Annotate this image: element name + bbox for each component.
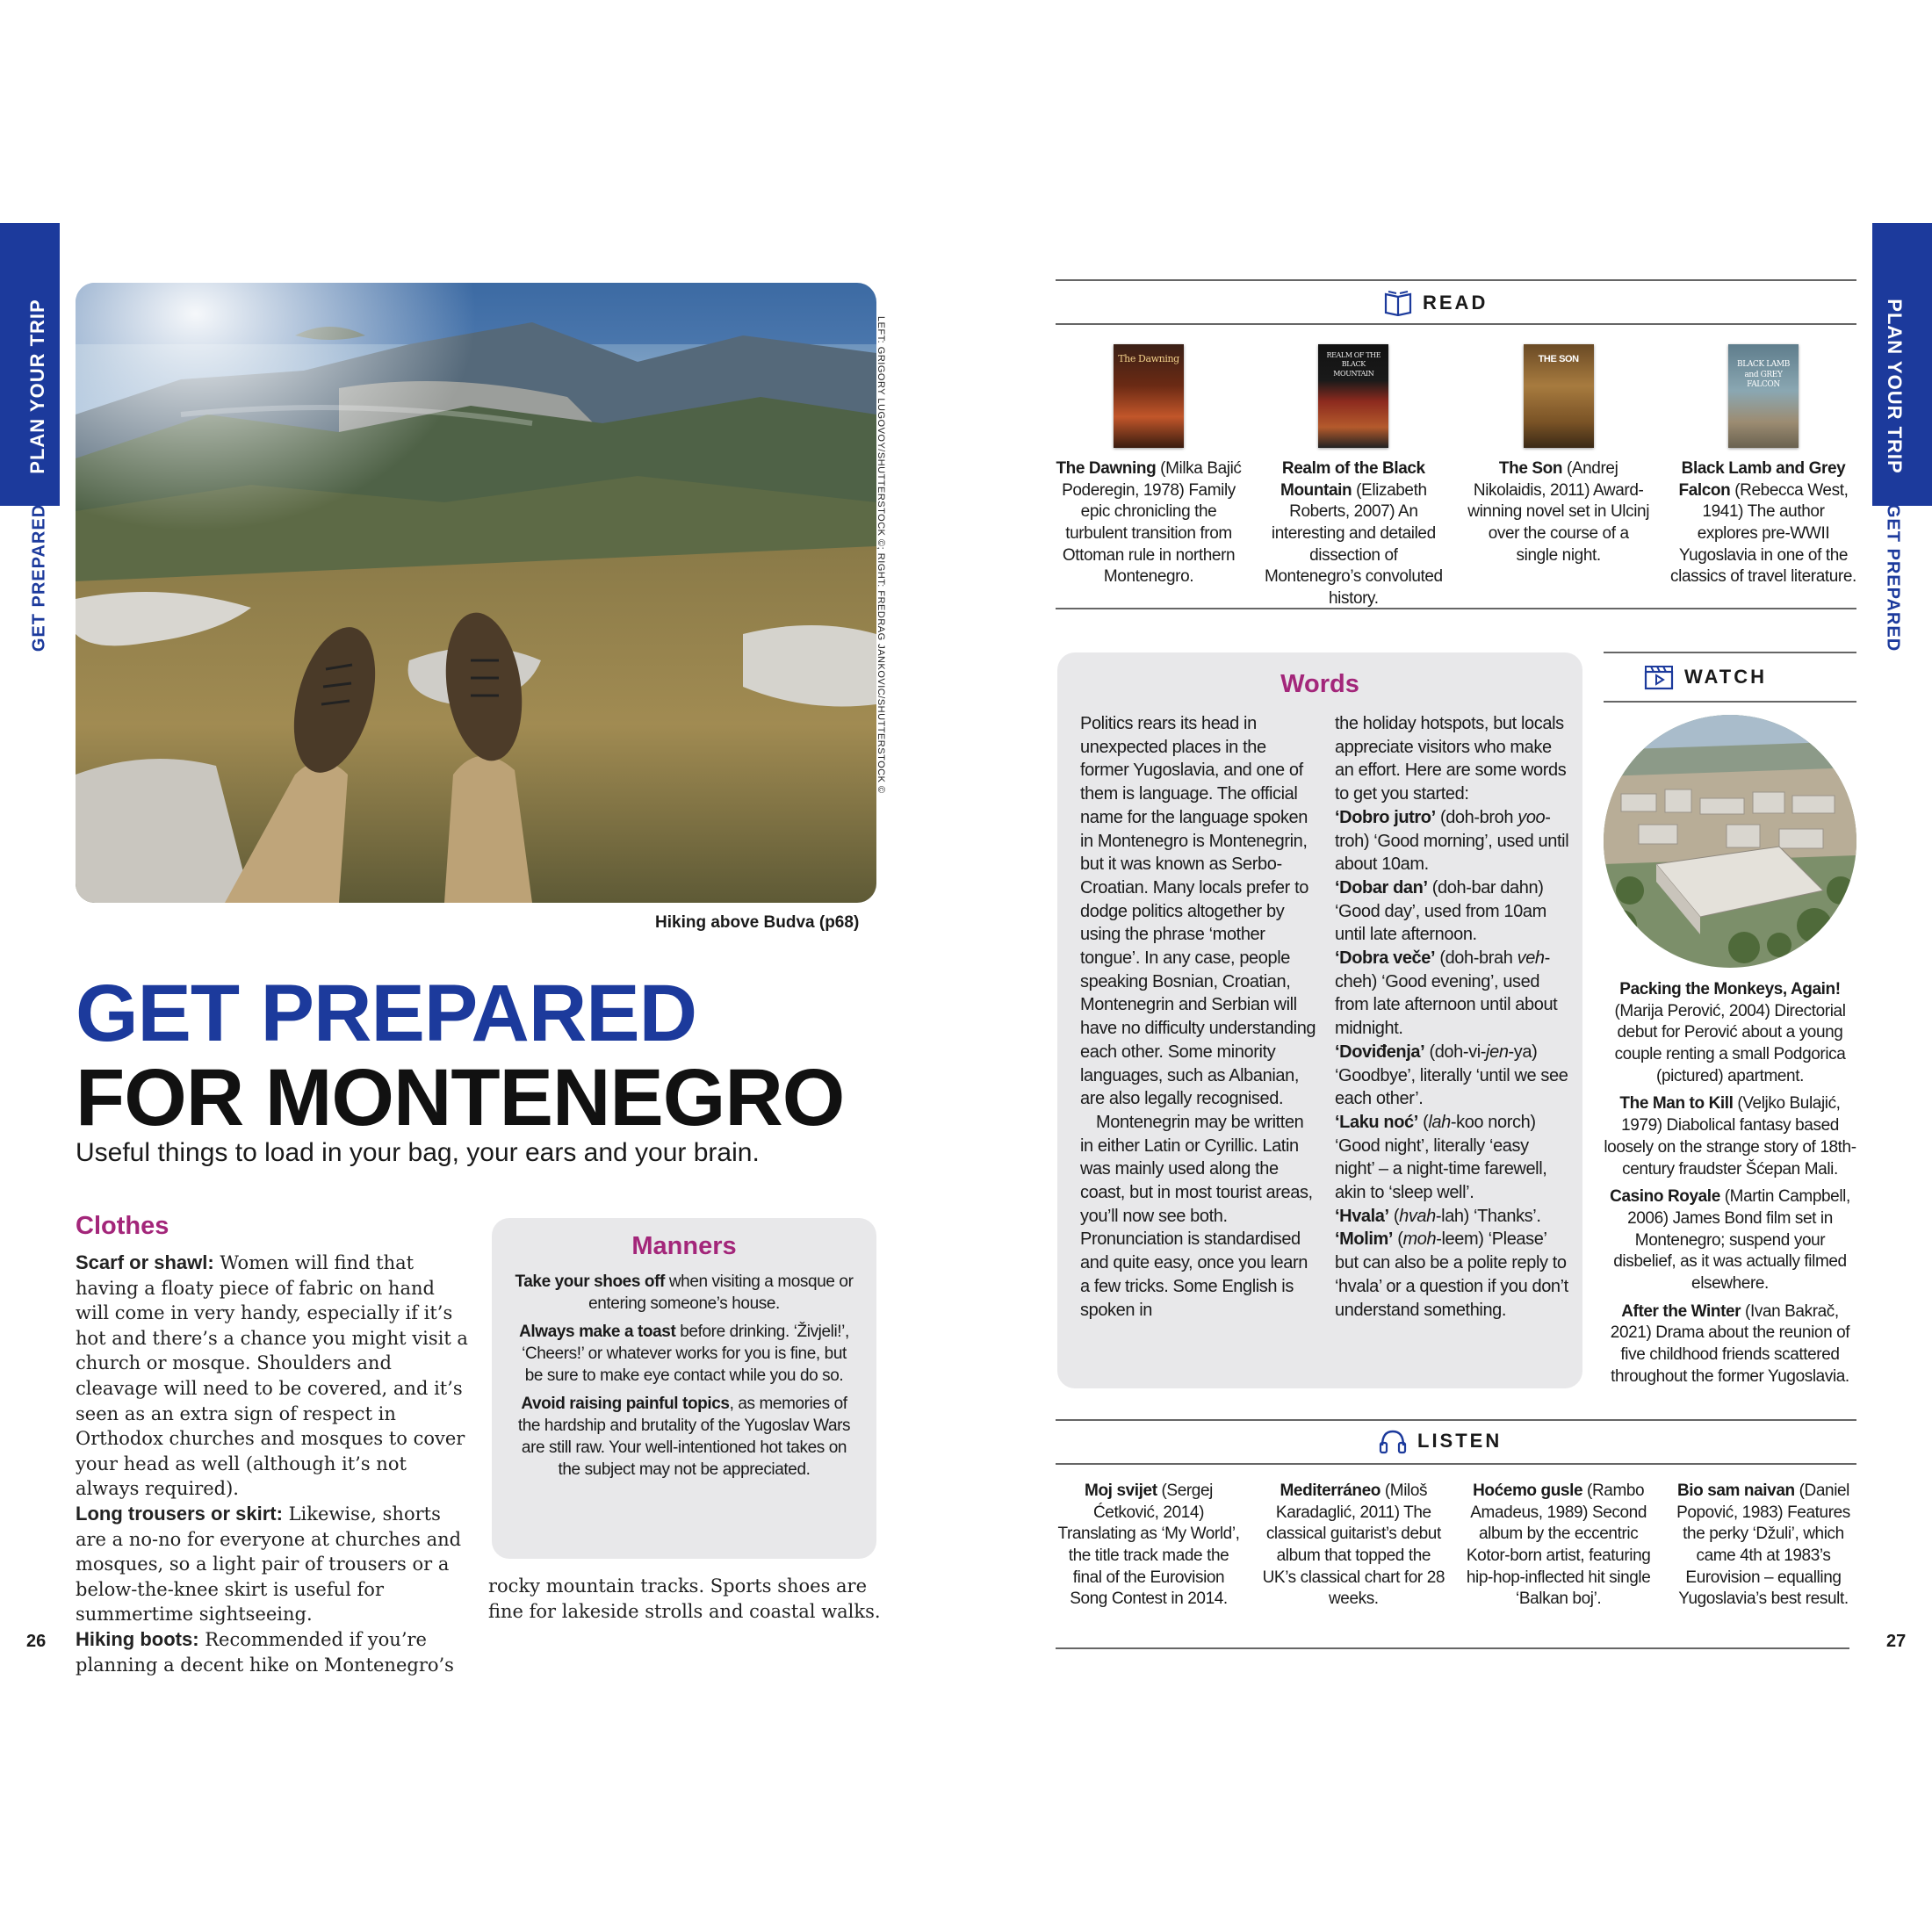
words-intro: Politics rears its head in unexpected places in the former Yugoslavia, and one of them is language. The official name for the language spoken in Montenegro is Montenegrin, but it was known as Serbo-Croatian. Many locals prefer to dodge politics altogether by using the phrase ‘mother tongue’. In any case, people speaking Bosnian, Croatian, Montenegrin and Serbian will have no difficulty understanding each other. Some minority languages, such as Albanian, are also legally recognised. [1080, 714, 1316, 1109]
listen-albums [1056, 1481, 1856, 1611]
listen-rule-bottom [1056, 1647, 1849, 1649]
book-item: REALM OF THE BLACK MOUNTAIN Realm of the Black Mountain (Elizabeth Roberts, 2007) An interesting and detailed dissection of Montenegro’s convoluted history. [1260, 344, 1446, 610]
left-tab-label: PLAN YOUR TRIP [26, 299, 48, 474]
read-books [1056, 344, 1856, 610]
watch-heading: WATCH [1684, 666, 1768, 688]
manners-item: Take your shoes off when visiting a mosque or entering someone’s house. [515, 1272, 854, 1313]
read-header [1384, 290, 1488, 316]
clothes-heading: Clothes [76, 1212, 169, 1240]
words-box [1057, 652, 1582, 1388]
words-heading: Words [1280, 670, 1359, 698]
book-cover: THE SON [1524, 344, 1594, 448]
photo-caption: Hiking above Budva (p68) [655, 913, 860, 932]
book-item: THE SON The Son (Andrej Nikolaidis, 2011) Award-winning novel set in Ulcinj over the course of a single night. [1466, 344, 1652, 610]
watch-rule-mid [1604, 701, 1856, 703]
phrase-item: ‘Dobra veče’ (doh-brah veh-cheh) ‘Good evening’, used from late afternoon until about midnight. [1335, 948, 1558, 1039]
clothes-body [76, 1251, 469, 1677]
clothes-item: Scarf or shawl: Women will find that having a floaty piece of fabric on hand will come in very handy, especially if it’s hot and there’s a chance you might visit a church or mosque. Shoulders and cleavage will need to be covered, and it’s seen as an extra sign of respect in Orthodox churches and mosques to cover your head as well (although it’s not always required). [76, 1251, 468, 1500]
book-cover: BLACK LAMB and GREY FALCON [1728, 344, 1799, 448]
page-number-left: 26 [26, 1632, 47, 1651]
phrase-item: ‘Molim’ (moh-leem) ‘Please’ but can also be a polite reply to ‘hvala’ or a question if you don’t understand something. [1335, 1229, 1568, 1320]
clothes-item: Long trousers or skirt: Likewise, shorts are a no-no for everyone at churches and mosques, so a light pair of trousers or a below-the-knee skirt is useful for summertime sightseeing. [76, 1502, 462, 1626]
page-subtitle: Useful things to load in your bag, your ears and your brain. [76, 1138, 760, 1167]
listen-heading: LISTEN [1417, 1430, 1503, 1452]
words-col2-intro: the holiday hotspots, but locals appreciate visitors who make an effort. Here are some words to get you started: [1335, 714, 1567, 804]
book-icon [1384, 290, 1412, 316]
book-item: BLACK LAMB and GREY FALCON Black Lamb and Grey Falcon (Rebecca West, 1941) The author explores pre-WWII Yugoslavia in one of the classics of travel literature. [1670, 344, 1856, 610]
film-clapper-icon [1644, 664, 1674, 690]
film-item: After the Winter (Ivan Bakrač, 2021) Drama about the reunion of five childhood friends scattered throughout the former Yugoslavia. [1610, 1301, 1850, 1386]
phrase-item: ‘Doviđenja’ (doh-vi-jen-ya) ‘Goodbye’, literally ‘until we see each other’. [1335, 1042, 1568, 1109]
phrase-item: ‘Dobar dan’ (doh-bar dahn) ‘Good day’, used from 10am until late afternoon. [1335, 877, 1546, 945]
manners-box [492, 1218, 876, 1559]
album-item: Mediterráneo (Miloš Karadaglić, 2011) The classical guitarist’s debut album that topped the UK’s classical chart for 28 weeks. [1262, 1481, 1445, 1609]
read-rule-top [1056, 279, 1856, 281]
title-line-2: FOR MONTENEGRO [76, 1053, 845, 1143]
podgorica-photo [1604, 715, 1856, 968]
watch-header [1644, 664, 1767, 690]
book-item: The Dawning The Dawning (Milka Bajić Poderegin, 1978) Family epic chronicling the turbulent transition from Ottoman rule in northern Montenegro. [1056, 344, 1242, 610]
manners-item: Avoid raising painful topics, as memories of the hardship and brutality of the Yugoslav Wars are still raw. Your well-intentioned hot takes on the subject may not be appreciated. [517, 1395, 851, 1479]
page-number-right: 27 [1886, 1632, 1907, 1651]
manners-item: Always make a toast before drinking. ‘Živjeli!’, ‘Cheers!’ or whatever works for you is fine, but be sure to make eye contact while you do so. [519, 1323, 849, 1385]
film-item: The Man to Kill (Veljko Bulajić, 1979) Diabolical fantasy based loosely on the strange story of 18th-century fraudster Šćepan Mali. [1604, 1094, 1856, 1179]
album-item: Hoćemo gusle (Rambo Amadeus, 1989) Second album by the eccentric Kotor-born artist, featuring hip-hop-inflected hit single ‘Balkan boj’. [1466, 1481, 1651, 1609]
phrase-item: ‘Dobro jutro’ (doh-broh yoo-troh) ‘Good morning’, used until about 10am. [1335, 807, 1569, 875]
film-item: Packing the Monkeys, Again! (Marija Perović, 2004) Directorial debut for Perović about a young couple renting a small Podgorica (pictured) apartment. [1614, 980, 1846, 1085]
photo-credit: LEFT: GRIGORY LUGOVOY/SHUTTERSTOCK ©; RIGHT: FREDRAG JANKOVIC/SHUTTERSTOCK © [876, 316, 886, 794]
page-title [76, 969, 845, 1143]
listen-header [1379, 1428, 1502, 1454]
words-col-1 [1080, 712, 1317, 1322]
listen-rule-mid [1056, 1463, 1856, 1465]
album-item: Moj svijet (Sergej Ćetković, 2014) Translating as ‘My World’, the title track made the final of the Eurovision Song Contest in 2014. [1057, 1481, 1240, 1609]
listen-rule-top [1056, 1419, 1856, 1421]
read-heading: READ [1423, 292, 1489, 314]
words-para2: Montenegrin may be written in either Latin or Cyrillic. Latin was mainly used along the coast, but in most tourist areas, you’ll now see both. Pronunciation is standardised and quite easy, once you learn a few tricks. Some English is spoken in [1080, 1112, 1313, 1320]
hero-photo [76, 283, 876, 903]
book-cover: The Dawning [1114, 344, 1184, 448]
right-tab-label: PLAN YOUR TRIP [1884, 299, 1906, 474]
book-cover: REALM OF THE BLACK MOUNTAIN [1318, 344, 1388, 448]
read-rule-bottom [1056, 608, 1856, 609]
right-tab-sublabel: GET PREPARED [1883, 503, 1903, 652]
left-tab-sublabel: GET PREPARED [29, 503, 49, 652]
headphones-icon [1379, 1428, 1407, 1454]
read-rule-mid [1056, 323, 1856, 325]
watch-rule-top [1604, 652, 1856, 653]
clothes-continuation: rocky mountain tracks. Sports shoes are fine for lakeside strolls and coastal walks. [488, 1575, 881, 1622]
phrase-item: ‘Laku noć’ (lah-koo norch) ‘Good night’, literally ‘easy night’ – a night-time farewell, akin to ‘sleep well’. [1335, 1112, 1547, 1203]
phrase-item: ‘Hvala’ (hvah-lah) ‘Thanks’. [1335, 1206, 1541, 1226]
manners-heading: Manners [631, 1232, 737, 1260]
hiking-photo-illustration [76, 283, 876, 903]
manners-list [492, 1261, 876, 1481]
watch-list [1604, 979, 1856, 1388]
words-col-2 [1335, 712, 1572, 1322]
clothes-item: Hiking boots: Recommended if you’re planning a decent hike on Montenegro’s [76, 1627, 454, 1676]
album-item: Bio sam naivan (Daniel Popović, 1983) Features the perky ‘Džuli’, which came 4th at 1983’s Eurovision – equalling Yugoslavia’s best result. [1676, 1481, 1850, 1609]
title-line-1: GET PREPARED [76, 969, 697, 1058]
film-item: Casino Royale (Martin Campbell, 2006) James Bond film set in Montenegro; suspend your disbelief, as it was actually filmed elsewhere. [1610, 1187, 1850, 1293]
